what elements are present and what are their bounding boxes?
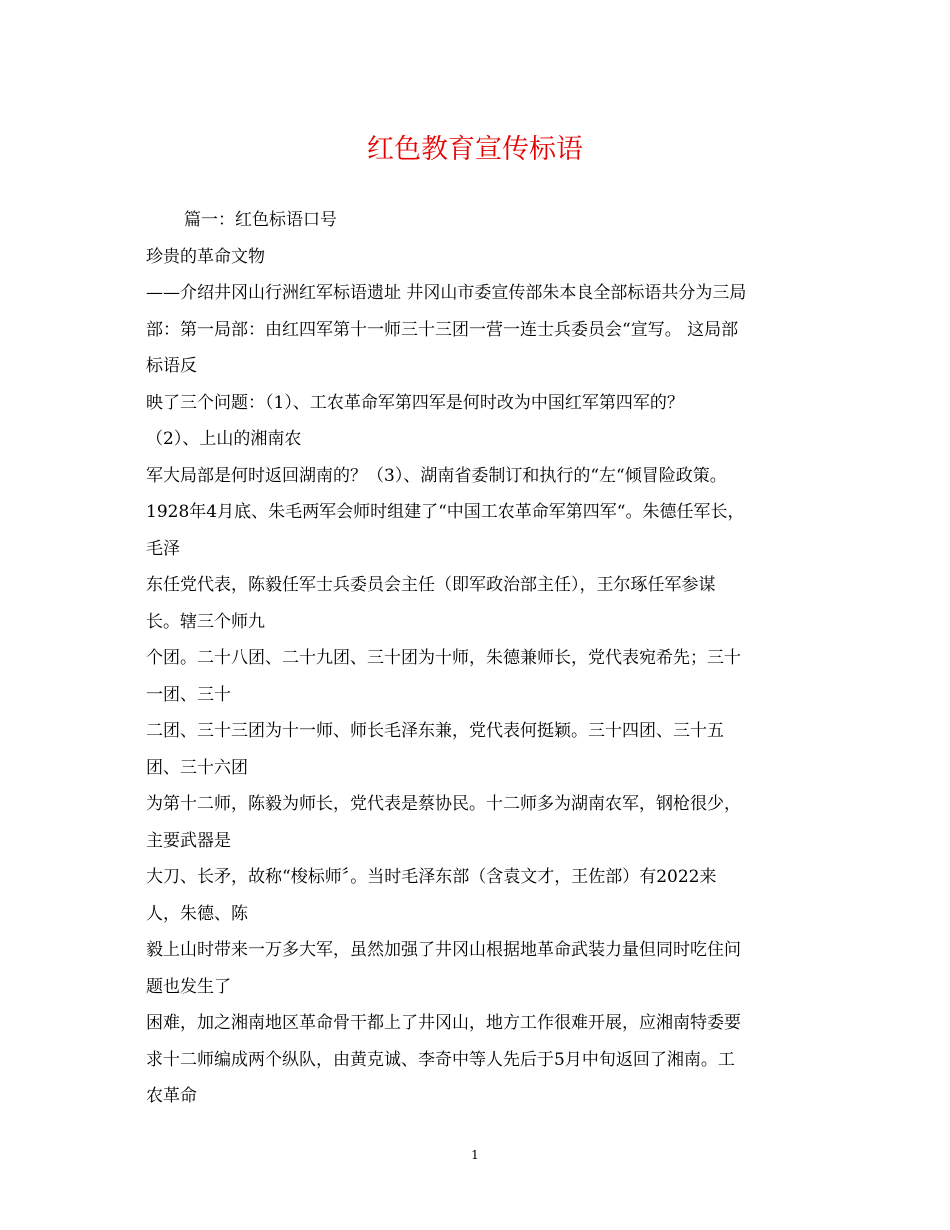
text-line: 长。辖三个师九: [146, 611, 265, 632]
text-line: 求十二师编成两个纵队，由黄克诚、李奇中等人先后于5月中旬返回了湘南。工: [146, 1049, 735, 1070]
text-line: 大刀、长矛，故称“梭标师〞。当时毛泽东部（含袁文才，王佐部）有2022来: [146, 867, 717, 887]
text-line: 农革命: [146, 1086, 197, 1106]
text-line: 困难，加之湘南地区革命骨干都上了井冈山，地方工作很难开展，应湘南特委要: [146, 1013, 741, 1033]
text-line: 主要武器是: [146, 830, 231, 851]
text-line: 个团。二十八团、二十九团、三十团为十师，朱德兼师长，党代表宛希先；三十: [146, 648, 741, 668]
text-line: 题也发生了: [146, 976, 231, 997]
text-line: 军大局部是何时返回湖南的？（3）、湖南省委制订和执行的“左“倾冒险政策。: [146, 465, 727, 486]
text-line: 部：第一局部：由红四军第十一师三十三团一营一连士兵委员会“宣写。 这局部: [146, 319, 739, 340]
text-line: 人，朱德、陈: [146, 903, 248, 924]
text-line: 毅上山时带来一万多大军，虽然加强了井冈山根据地革命武装力量但同时吃住问: [146, 940, 741, 960]
text-line: 一团、三十: [146, 684, 231, 705]
document-body: [146, 202, 826, 1115]
text-line: 为第十二师，陈毅为师长，党代表是蔡协民。十二师多为湖南农军，钢枪很少，: [146, 794, 741, 814]
text-line: ——介绍井冈山行洲红军标语遗址 井冈山市委宣传部朱本良全部标语共分为三局: [146, 283, 747, 303]
page-number: 1: [471, 1148, 479, 1162]
text-line: 东任党代表，陈毅任军士兵委员会主任（即军政治部主任），王尔琢任军参谋: [146, 575, 716, 595]
section-heading: 篇一：红色标语口号: [184, 210, 337, 230]
text-line: 标语反: [146, 356, 197, 376]
text-line: 映了三个问题：（1）、工农革命军第四军是何时改为中国红军第四军的？: [146, 392, 684, 413]
page-title: 红色教育宣传标语: [367, 134, 583, 165]
text-line: 珍贵的革命文物: [146, 246, 265, 267]
text-line: 二团、三十三团为十一师、师长毛泽东兼，党代表何挺颖。三十四团、三十五: [146, 721, 724, 741]
text-line: 1928年4月底、朱毛两军会师时组建了“中国工农革命军第四军“。朱德任军长，: [146, 502, 745, 522]
text-line: 毛泽: [146, 538, 180, 559]
text-line: （2）、上山的湘南农: [146, 429, 302, 449]
text-line: 团、三十六团: [146, 757, 248, 778]
